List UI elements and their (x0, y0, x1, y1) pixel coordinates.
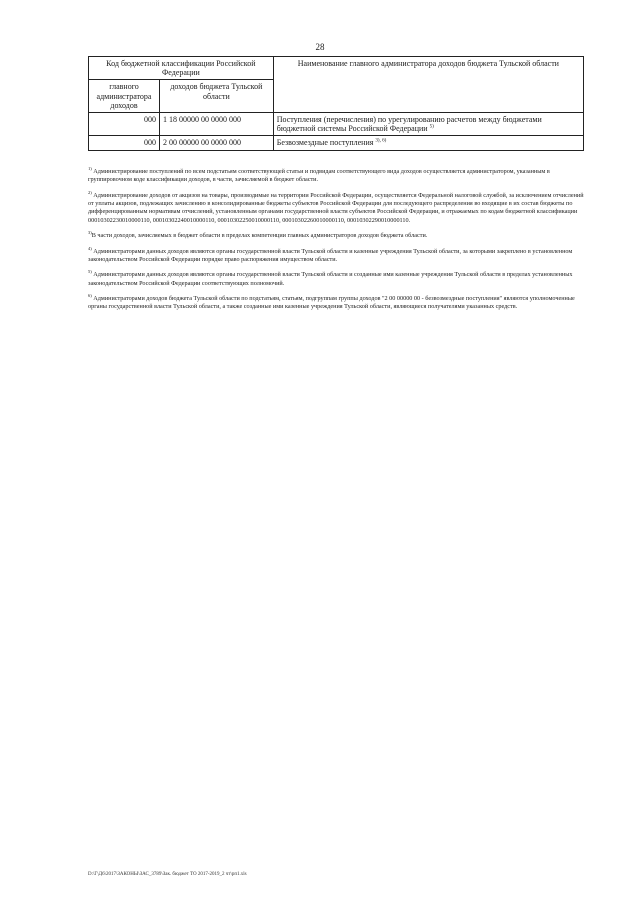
footnote-number: 2) (88, 189, 92, 195)
footnote-text: Администрирование поступлений по всем подстатьям соответствующей статьи и подвидам соответствующего вида доходов осуществляется администратором, указанным в группировочном коде классификации доходов, в части, зачисляемой в бюджет области. (88, 168, 550, 184)
footnote-text: Администраторами данных доходов являются органы государственной власти Тульской области и созданные ими казенные учреждения Тульской области в пределах установленных законодательством Российской Федерации соответствующих полномочий. (88, 271, 573, 287)
header-admin-column: главного администратора доходов (89, 80, 160, 113)
row-income-code: 1 18 00000 00 0000 000 (160, 112, 274, 135)
row-income-code: 2 00 00000 00 0000 000 (160, 136, 274, 150)
header-code-group: Код бюджетной классификации Российской Федерации (89, 57, 274, 80)
footnote-number: 5) (88, 269, 92, 275)
footnote (88, 165, 584, 185)
page-number: 28 (315, 42, 325, 52)
table-header-row (89, 57, 584, 80)
header-income-column: доходов бюджета Тульской области (160, 80, 274, 113)
footnote-number: 1) (88, 165, 92, 171)
footnote-text: В части доходов, зачисляемых в бюджет области в пределах компетенции главных администраторов доходов бюджета области. (91, 232, 428, 240)
budget-classification-table (88, 56, 584, 151)
footnotes (88, 165, 584, 319)
footnote (88, 189, 584, 225)
row-income-name-text: Безвозмездные поступления (276, 138, 374, 148)
row-footnote-ref: 3), 6) (375, 138, 387, 144)
footnote-text: Администраторами данных доходов являются органы государственной власти Тульской области и казенные учреждения Тульской области, за которыми закреплено в установленном законодательством Российской Федерации порядке право распоряжения имуществом области. (88, 247, 573, 263)
header-name-column: Наименование главного администратора доходов бюджета Тульской области (273, 57, 583, 113)
footnote (88, 292, 584, 312)
footnote-number: 6) (88, 292, 92, 298)
footnote-number: 3) (88, 230, 92, 236)
footnote-text: Администраторами доходов бюджета Тульской области по подстатьям, статьям, подгруппам группы доходов "2 00 00000 00 - безвозмездные поступления" являются уполномоченные органы государственной власти Тульской области, а также созданные ими казенные учреждения Тульской области, являющиеся получателями указанных средств. (88, 294, 575, 311)
row-income-name (273, 112, 583, 135)
row-admin-code: 000 (89, 112, 160, 135)
footnote-text: Администрирование доходов от акцизов на товары, производимые на территории Российской Федерации, осуществляется Федеральной налоговой службой, за исключением отчислений от уплаты акцизов, подлежащих зачислению в консолидированные бюджеты субъектов Российской Федерации для последующего распределения во входящие в их состав бюджеты по дифференцированным нормативам отчислений, установленным органами государственной власти субъектов Российской Федерации, и отражаемых по кодам бюджетной классификации 00010302230010000110, 00010302240010000110, 00010302250010000110, 00010302260010000110, 00010302290010000110. (88, 191, 584, 224)
footnote (88, 232, 584, 240)
footnote (88, 271, 584, 288)
table-row (89, 112, 584, 135)
row-footnote-ref: 5) (429, 124, 434, 130)
row-income-name (273, 136, 583, 150)
footnote-number: 4) (88, 245, 92, 251)
row-admin-code: 000 (89, 136, 160, 150)
row-income-name-text: Поступления (перечисления) по урегулированию расчетов между бюджетами бюджетной системы Российской Федерации (276, 114, 542, 134)
table-row (89, 136, 584, 150)
footnote (88, 245, 584, 265)
file-path-footer: D:\Г\Д6\2017\ЗАКОНЫ\ЗАС_3789\Зак. бюджет ТО 2017-2019_2 чт\рп1.xls (88, 872, 247, 877)
